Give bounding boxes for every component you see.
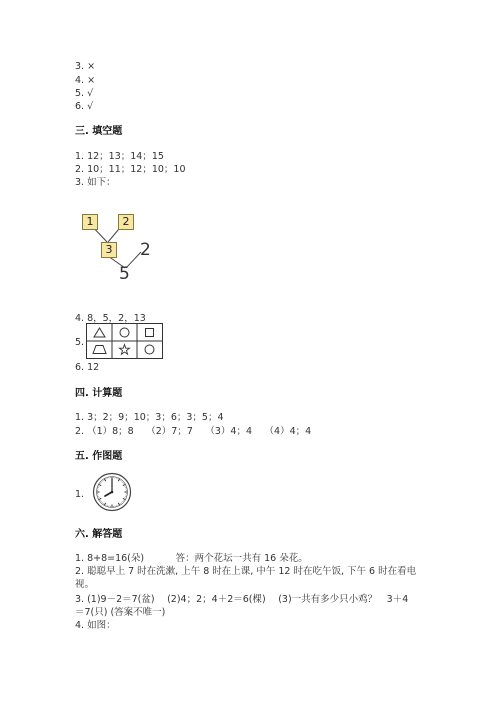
tree-box-3: 3: [101, 242, 117, 258]
trapezoid-icon: [87, 341, 112, 358]
solve-answer-1: 1. 8+8=16(朵) 答：两个花坛一共有 16 朵花。: [75, 553, 308, 564]
circle-icon: [137, 341, 162, 358]
calc-answer-1: 1. 3；2；9；10；3；6；3；5；4: [75, 412, 224, 423]
tree-number-5: 5: [119, 264, 130, 284]
fill-answer-5: 5.: [75, 337, 85, 348]
fill-answer-2: 2. 10；11；12；10；10: [75, 164, 186, 175]
solve-answer-3-cont: ＝7(只) (答案不唯一): [75, 607, 166, 618]
draw-answer-1: 1.: [75, 489, 85, 500]
section-draw-heading: 五. 作图题: [75, 451, 123, 462]
tree-number-2: 2: [140, 240, 151, 260]
fill-answer-1: 1. 12；13；14；15: [75, 151, 164, 162]
section-fill-heading: 三. 填空题: [75, 126, 123, 137]
solve-answer-2-cont: 视。: [75, 579, 95, 590]
tf-answer-5: 5. √: [75, 88, 94, 99]
section-calc-heading: 四. 计算题: [75, 388, 123, 399]
clock-icon: [92, 472, 132, 512]
tf-answer-4: 4. ×: [75, 75, 96, 86]
tf-answer-6: 6. √: [75, 101, 94, 112]
section-solve-heading: 六. 解答题: [75, 529, 123, 540]
circle-icon: [112, 324, 137, 341]
solve-answer-4: 4. 如图：: [75, 620, 116, 631]
fill-answer-6: 6. 12: [75, 362, 100, 373]
solve-answer-2: 2. 聪聪早上 7 时在洗漱, 上午 8 时在上课, 中午 12 时在吃午饭, 下午 6 时在看电: [75, 566, 417, 577]
star-icon: [112, 341, 137, 358]
solve-answer-3: 3. (1)9－2＝7(盆) (2)4；2；4＋2＝6(棵) (3)一共有多少只小鸡？ 3＋4: [75, 594, 409, 605]
triangle-icon: [87, 324, 112, 341]
fill-answer-3: 3. 如下：: [75, 177, 116, 188]
tree-box-1: 1: [82, 214, 98, 230]
calc-answer-2: 2. （1）8；8 （2）7；7 （3）4；4 （4）4；4: [75, 426, 312, 437]
square-icon: [137, 324, 162, 341]
fill-answer-4: 4. 8，5，2，13: [75, 313, 146, 324]
shapes-grid: [86, 323, 163, 359]
tree-box-2: 2: [118, 214, 134, 230]
tf-answer-3: 3. ×: [75, 61, 96, 72]
